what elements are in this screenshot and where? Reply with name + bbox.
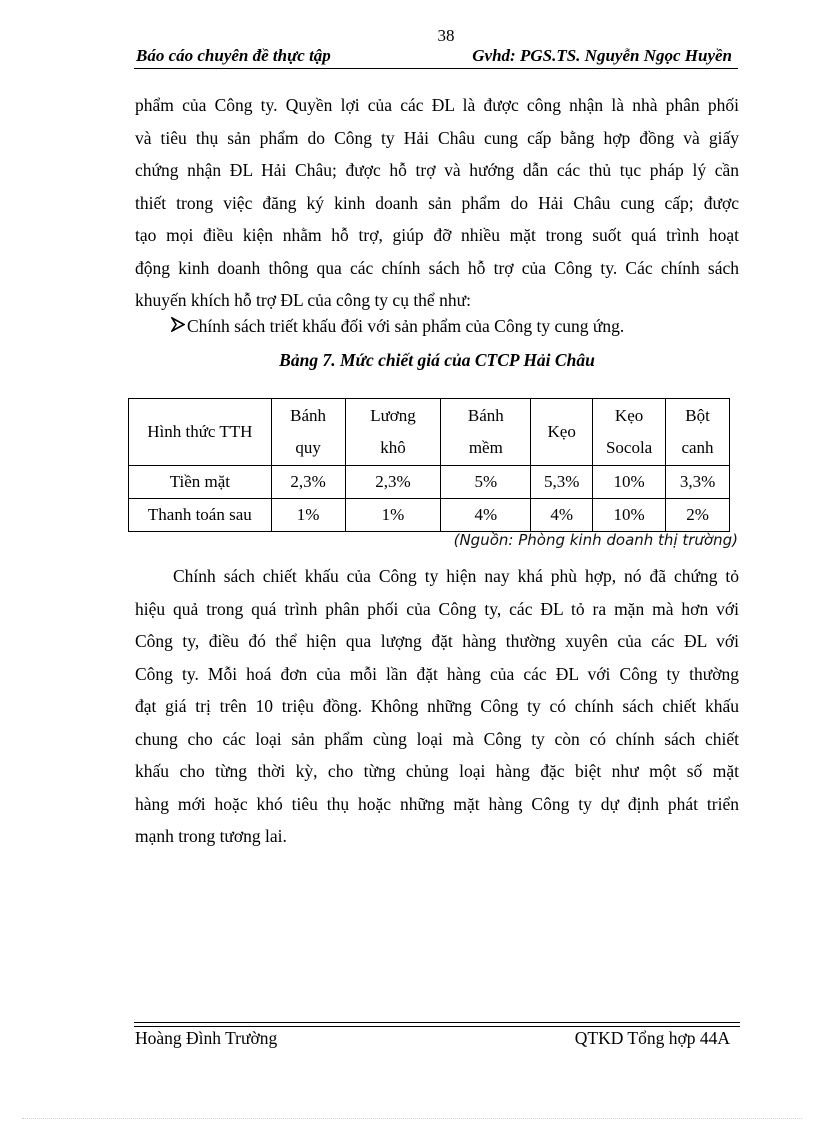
header-cell-payment-form: Hình thức TTH xyxy=(129,399,272,466)
page-header xyxy=(134,46,738,69)
table-cell: 5% xyxy=(441,466,531,499)
paragraph-line: Công ty. Mỗi hoá đơn của mỗi lần đặt hàng của các ĐL với Công ty thường xyxy=(135,663,739,684)
header-cell-banh-mem: Bánh mềm xyxy=(441,399,531,466)
paragraph-line: thiết trong việc đăng ký kinh doanh sản phẩm do Hải Châu cung cấp; được xyxy=(135,192,739,213)
paragraph-line: khuyến khích hỗ trợ ĐL của công ty cụ thể như: xyxy=(135,290,471,310)
paragraph-line: và tiêu thụ sản phẩm do Công ty Hải Châu cung cấp bằng hợp đồng và giấy xyxy=(135,127,739,148)
row-label: Thanh toán sau xyxy=(129,499,272,532)
paragraph-line: động kinh doanh thông qua các chính sách hỗ trợ của Công ty. Các chính sách xyxy=(135,257,739,278)
footer-divider xyxy=(134,1022,740,1027)
table-source-note: (Nguồn: Phòng kinh doanh thị trường) xyxy=(453,531,738,549)
table-cell: 2,3% xyxy=(271,466,345,499)
discount-table xyxy=(128,398,730,532)
table-cell: 10% xyxy=(593,466,666,499)
table-cell: 10% xyxy=(593,499,666,532)
table-title: Bảng 7. Mức chiết giá của CTCP Hải Châu xyxy=(279,350,595,370)
header-cell-luong-kho: Lương khô xyxy=(345,399,441,466)
paragraph-line: mạnh trong tương lai. xyxy=(135,826,287,846)
paragraph-line: chung cho các loại sản phẩm cùng loại mà Công ty còn có chính sách chiết xyxy=(135,728,739,749)
paragraph-line: chứng nhận ĐL Hải Châu; được hỗ trợ và hướng dẫn các thủ tục pháp lý cần xyxy=(135,160,739,180)
header-report-title: Báo cáo chuyên đề thực tập xyxy=(136,46,331,65)
paragraph-line: hàng mới hoặc khó tiêu thụ hoặc những mặt hàng Công ty dự định phát triển xyxy=(135,793,739,814)
table-cell: 4% xyxy=(531,499,593,532)
header-supervisor: Gvhd: PGS.TS. Nguyễn Ngọc Huyền xyxy=(472,46,732,65)
table-cell: 1% xyxy=(345,499,441,532)
header-cell-bot-canh: Bột canh xyxy=(666,399,730,466)
paragraph-line: khấu cho từng thời kỳ, cho từng chủng loại hàng đặc biệt như một số mặt xyxy=(135,761,739,781)
arrow-bullet-icon xyxy=(171,316,185,337)
table-cell: 3,3% xyxy=(666,466,730,499)
table-row xyxy=(129,499,730,532)
table-cell: 5,3% xyxy=(531,466,593,499)
bullet-discount-policy xyxy=(171,316,624,337)
table-cell: 2% xyxy=(666,499,730,532)
header-cell-keo: Kẹo xyxy=(531,399,593,466)
paragraph-line: hiệu quả trong quá trình phân phối của Công ty, các ĐL tỏ ra mặn mà hơn với xyxy=(135,598,739,619)
paragraph-line: đạt giá trị trên 10 triệu đồng. Không những Công ty có chính sách chiết khấu xyxy=(135,696,739,716)
bullet-text: Chính sách triết khấu đối với sản phẩm của Công ty cung ứng. xyxy=(187,316,625,336)
page-edge-divider xyxy=(22,1118,802,1119)
paragraph-line: Công ty, điều đó thể hiện qua lượng đặt hàng thường xuyên của các ĐL với xyxy=(135,631,739,651)
table-header-row xyxy=(129,399,730,466)
header-cell-banh-quy: Bánh quy xyxy=(271,399,345,466)
paragraph-line: Chính sách chiết khấu của Công ty hiện nay khá phù hợp, nó đã chứng tỏ xyxy=(173,566,739,586)
footer-class: QTKD Tổng hợp 44A xyxy=(574,1028,730,1048)
paragraph-line: phẩm của Công ty. Quyền lợi của các ĐL là được công nhận là nhà phân phối xyxy=(135,95,739,115)
footer-author: Hoàng Đình Trường xyxy=(135,1028,278,1048)
page-number: 38 xyxy=(437,26,455,45)
paragraph-line: tạo mọi điều kiện nhằm hỗ trợ, giúp đỡ nhiều mặt trong suốt quá trình hoạt xyxy=(135,225,739,245)
table-row xyxy=(129,466,730,499)
header-cell-keo-socola: Kẹo Socola xyxy=(593,399,666,466)
table-cell: 2,3% xyxy=(345,466,441,499)
table-cell: 4% xyxy=(441,499,531,532)
row-label: Tiền mặt xyxy=(129,466,272,499)
paragraph-agent-benefits xyxy=(135,89,739,317)
paragraph-discount-evaluation xyxy=(135,560,739,853)
table-cell: 1% xyxy=(271,499,345,532)
